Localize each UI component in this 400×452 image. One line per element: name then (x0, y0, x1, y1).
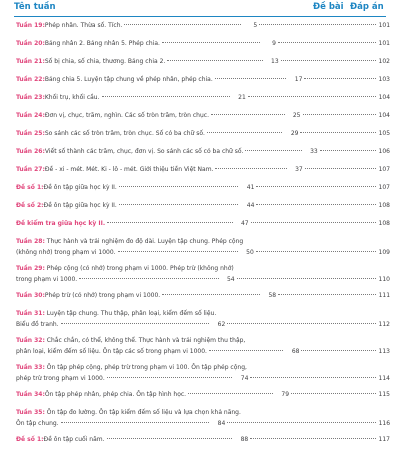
entry-answer: 108 (378, 202, 390, 209)
toc-entry[interactable] (16, 146, 390, 157)
dot-leader (119, 186, 239, 187)
dot-leader (107, 438, 233, 439)
toc-entry[interactable] (16, 200, 390, 211)
dot-leader (118, 251, 238, 252)
entry-page: 9 (272, 40, 276, 47)
entry-label: Tuần 21: (16, 58, 45, 65)
toc-entry[interactable] (16, 110, 390, 121)
dot-leader (79, 278, 218, 279)
entry-answer: 116 (378, 420, 391, 427)
toc-entry[interactable] (16, 308, 390, 330)
dot-leader (167, 60, 262, 61)
toc-entry[interactable] (16, 38, 390, 49)
entry-page: 25 (292, 112, 301, 119)
col-answer-header: Đáp án (350, 2, 384, 12)
entry-page: 54 (226, 276, 235, 283)
toc-entry[interactable] (16, 164, 390, 175)
entry-title: So sánh các số tròn trăm, tròn chục. Số có ba chữ số. (44, 130, 205, 137)
entry-answer: 115 (378, 391, 390, 398)
col-page-header: Đề bài (313, 2, 344, 12)
col-title-header: Tên tuần (14, 2, 56, 12)
dot-leader (304, 78, 376, 79)
entry-answer: 101 (378, 22, 391, 29)
toc-entry[interactable] (16, 56, 390, 67)
entry-page: 29 (290, 130, 299, 137)
entry-line (16, 335, 390, 346)
dot-leader (61, 323, 210, 324)
entry-page: 41 (246, 184, 255, 191)
entry-answer: 104 (378, 94, 391, 101)
entry-title-cont: trong phạm vi 1000. (16, 276, 78, 283)
entry-answer: 114 (378, 375, 390, 382)
dot-leader (227, 323, 376, 324)
toc-list (16, 20, 390, 452)
entry-answer: 107 (378, 166, 391, 173)
entry-line (16, 74, 390, 85)
entry-answer: 113 (378, 348, 390, 355)
dot-leader (209, 350, 284, 351)
toc-entry[interactable] (16, 434, 390, 445)
entry-title-cont: (không nhớ) trong phạm vi 1000. (16, 249, 116, 256)
entry-answer: 109 (378, 249, 390, 256)
entry-page: 58 (268, 292, 277, 299)
entry-line (16, 290, 390, 301)
entry-page: 5 (253, 22, 258, 29)
entry-label: Tuần 35: (16, 409, 45, 416)
entry-line (16, 236, 390, 247)
entry-page: 68 (291, 348, 300, 355)
entry-line-2 (16, 247, 390, 258)
toc-entry[interactable] (16, 407, 390, 429)
entry-label: Tuần 30: (16, 292, 45, 299)
entry-title: Đề ôn tập cuối năm. (43, 436, 105, 443)
entry-line (16, 38, 390, 49)
entry-page: 21 (238, 94, 246, 101)
entry-line (16, 128, 390, 139)
dot-leader (256, 204, 376, 205)
entry-answer: 105 (378, 130, 391, 137)
entry-title: Luyện tập chung. Thu thập, phân loại, kiểm đếm số liệu. (44, 310, 217, 317)
entry-answer: 110 (378, 276, 390, 283)
entry-label: Đề kiểm tra giữa học kỳ II. (16, 220, 106, 227)
toc-entry[interactable] (16, 218, 390, 229)
entry-line (16, 182, 390, 193)
dot-leader (119, 204, 239, 205)
dot-leader (256, 251, 376, 252)
entry-line-2 (16, 346, 390, 357)
entry-label: Tuần 26: (16, 148, 45, 155)
entry-page: 37 (295, 166, 303, 173)
entry-line-2 (16, 319, 390, 330)
dot-leader (107, 377, 233, 378)
dot-leader (256, 186, 376, 187)
entry-page: 88 (240, 436, 249, 443)
entry-title: Phép trừ (có nhớ) trong phạm vi 1000. (44, 292, 161, 299)
dot-leader (102, 96, 230, 97)
entry-label: Tuần 25: (16, 130, 45, 137)
entry-title: Đề ôn tập giữa học kỳ II. (43, 202, 117, 209)
entry-label: Tuần 23: (16, 94, 45, 101)
dot-leader (278, 42, 376, 43)
dot-leader (162, 294, 260, 295)
entry-line (16, 56, 390, 67)
entry-page: 84 (217, 420, 226, 427)
dot-leader (188, 393, 273, 394)
entry-page: 44 (246, 202, 255, 209)
dot-leader (250, 377, 376, 378)
toc-entry[interactable] (16, 20, 390, 31)
entry-title: Ôn tập phép nhân, phép chia. Ôn tập hình học. (44, 391, 187, 398)
entry-answer: 112 (378, 321, 390, 328)
toc-entry[interactable] (16, 263, 390, 285)
dot-leader (211, 114, 285, 115)
entry-title: Đơn vị, chục, trăm, nghìn. Các số tròn trăm, tròn chục. (44, 112, 209, 119)
toc-entry[interactable] (16, 128, 390, 139)
entry-label: Tuần 29: (16, 265, 45, 272)
dot-leader (259, 24, 376, 25)
toc-entry[interactable] (16, 362, 390, 384)
dot-leader (215, 168, 286, 169)
toc-entry[interactable] (16, 290, 390, 301)
toc-entry[interactable] (16, 236, 390, 258)
entry-page: 62 (217, 321, 226, 328)
entry-answer: 106 (378, 148, 390, 155)
dot-leader (248, 96, 376, 97)
dot-leader (215, 78, 287, 79)
entry-page: 17 (294, 76, 303, 83)
entry-line (16, 362, 390, 373)
entry-answer: 107 (378, 184, 390, 191)
entry-label: Tuần 32: (16, 337, 45, 344)
entry-label: Đề số 1: (16, 436, 44, 443)
entry-answer: 108 (378, 220, 390, 227)
entry-label: Tuần 34: (16, 391, 45, 398)
entry-title: Đề - xi - mét. Mét. Ki - lô - mét. Giới thiệu tiền Việt Nam. (44, 166, 214, 173)
entry-label: Tuần 24: (16, 112, 45, 119)
entry-label: Đề số 1: (16, 184, 44, 191)
dot-leader (107, 222, 232, 223)
entry-label: Tuần 19: (16, 22, 45, 29)
dot-leader (300, 132, 376, 133)
entry-page: 74 (240, 375, 249, 382)
entry-line (16, 263, 390, 274)
entry-line-2 (16, 418, 390, 429)
dot-leader (162, 42, 260, 43)
entry-line (16, 308, 390, 319)
dot-leader (281, 60, 376, 61)
entry-line-2 (16, 373, 390, 384)
entry-line (16, 200, 390, 211)
dot-leader (305, 168, 376, 169)
entry-title: Chắc chắn, có thể, không thể. Thực hành và trải nghiệm thu thập, (44, 337, 246, 344)
dot-leader (251, 222, 376, 223)
entry-title: Ôn tập phép cộng, phép trừ trong phạm vi 100. Ôn tập phép cộng, (44, 364, 247, 371)
entry-line (16, 164, 390, 175)
dot-leader (227, 422, 376, 423)
entry-answer: 102 (378, 58, 390, 65)
entry-label: Tuần 20: (16, 40, 45, 47)
dot-leader (124, 24, 241, 25)
entry-title-cont: Biểu đồ tranh. (16, 321, 59, 328)
entry-label: Tuần 31: (16, 310, 45, 317)
entry-page: 33 (310, 148, 318, 155)
entry-title: Đề ôn tập giữa học kỳ II. (43, 184, 117, 191)
dot-leader (250, 438, 376, 439)
dot-leader (237, 278, 376, 279)
entry-title: Viết số thành các trăm, chục, đơn vị. So sánh các số có ba chữ số. (44, 148, 244, 155)
toc-header (0, 0, 400, 15)
entry-title: Bảng chia 5. Luyện tập chung về phép nhân, phép chia. (44, 76, 213, 83)
dot-leader (291, 393, 376, 394)
dot-leader (278, 294, 376, 295)
entry-line (16, 407, 390, 418)
toc-entry[interactable] (16, 74, 390, 85)
header-divider (14, 16, 386, 17)
entry-label: Tuần 22: (16, 76, 45, 83)
entry-label: Đề số 2: (16, 202, 44, 209)
dot-leader (245, 150, 301, 151)
entry-line (16, 92, 390, 103)
entry-page: 79 (281, 391, 290, 398)
entry-page: 13 (271, 58, 279, 65)
entry-label: Tuần 28: (16, 238, 45, 245)
entry-line (16, 434, 390, 445)
entry-title-cont: Ôn tập chung. (16, 420, 59, 427)
entry-answer: 104 (378, 112, 390, 119)
entry-label: Tuần 27: (16, 166, 45, 173)
entry-title-cont: phân loại, kiểm đếm số liệu. Ôn tập các số trong phạm vi 1000. (16, 348, 207, 355)
toc-entry[interactable] (16, 182, 390, 193)
entry-title: Ôn tập đo lường. Ôn tập kiểm đếm số liệu và lựa chọn khả năng. (44, 409, 241, 416)
entry-title-cont: phép trừ trong phạm vi 1000. (16, 375, 105, 382)
toc-entry[interactable] (16, 92, 390, 103)
toc-entry[interactable] (16, 335, 390, 357)
entry-page: 50 (246, 249, 254, 256)
dot-leader (320, 150, 376, 151)
entry-line (16, 20, 390, 31)
entry-title: Bảng nhân 2. Bảng nhân 5. Phép chia. (44, 40, 160, 47)
entry-line (16, 218, 390, 229)
dot-leader (207, 132, 283, 133)
entry-answer: 117 (378, 436, 390, 443)
entry-title: Khối trụ, khối cầu. (44, 94, 100, 101)
entry-answer: 101 (378, 40, 390, 47)
toc-entry[interactable] (16, 389, 390, 400)
entry-title: Thực hành và trải nghiệm đo độ dài. Luyện tập chung. Phép cộng (44, 238, 244, 245)
entry-answer: 103 (378, 76, 390, 83)
entry-title: Phép cộng (có nhớ) trong phạm vi 1000. Phép trừ (không nhớ) (44, 265, 234, 272)
entry-line (16, 389, 390, 400)
entry-label: Tuần 33: (16, 364, 45, 371)
dot-leader (301, 350, 376, 351)
entry-answer: 111 (378, 292, 391, 299)
entry-line (16, 110, 390, 121)
entry-line-2 (16, 274, 390, 285)
entry-page: 47 (240, 220, 249, 227)
entry-title: Phép nhân. Thừa số. Tích. (44, 22, 123, 29)
entry-line (16, 146, 390, 157)
entry-title: Số bị chia, số chia, thương. Bảng chia 2. (44, 58, 166, 65)
dot-leader (61, 422, 210, 423)
dot-leader (303, 114, 377, 115)
